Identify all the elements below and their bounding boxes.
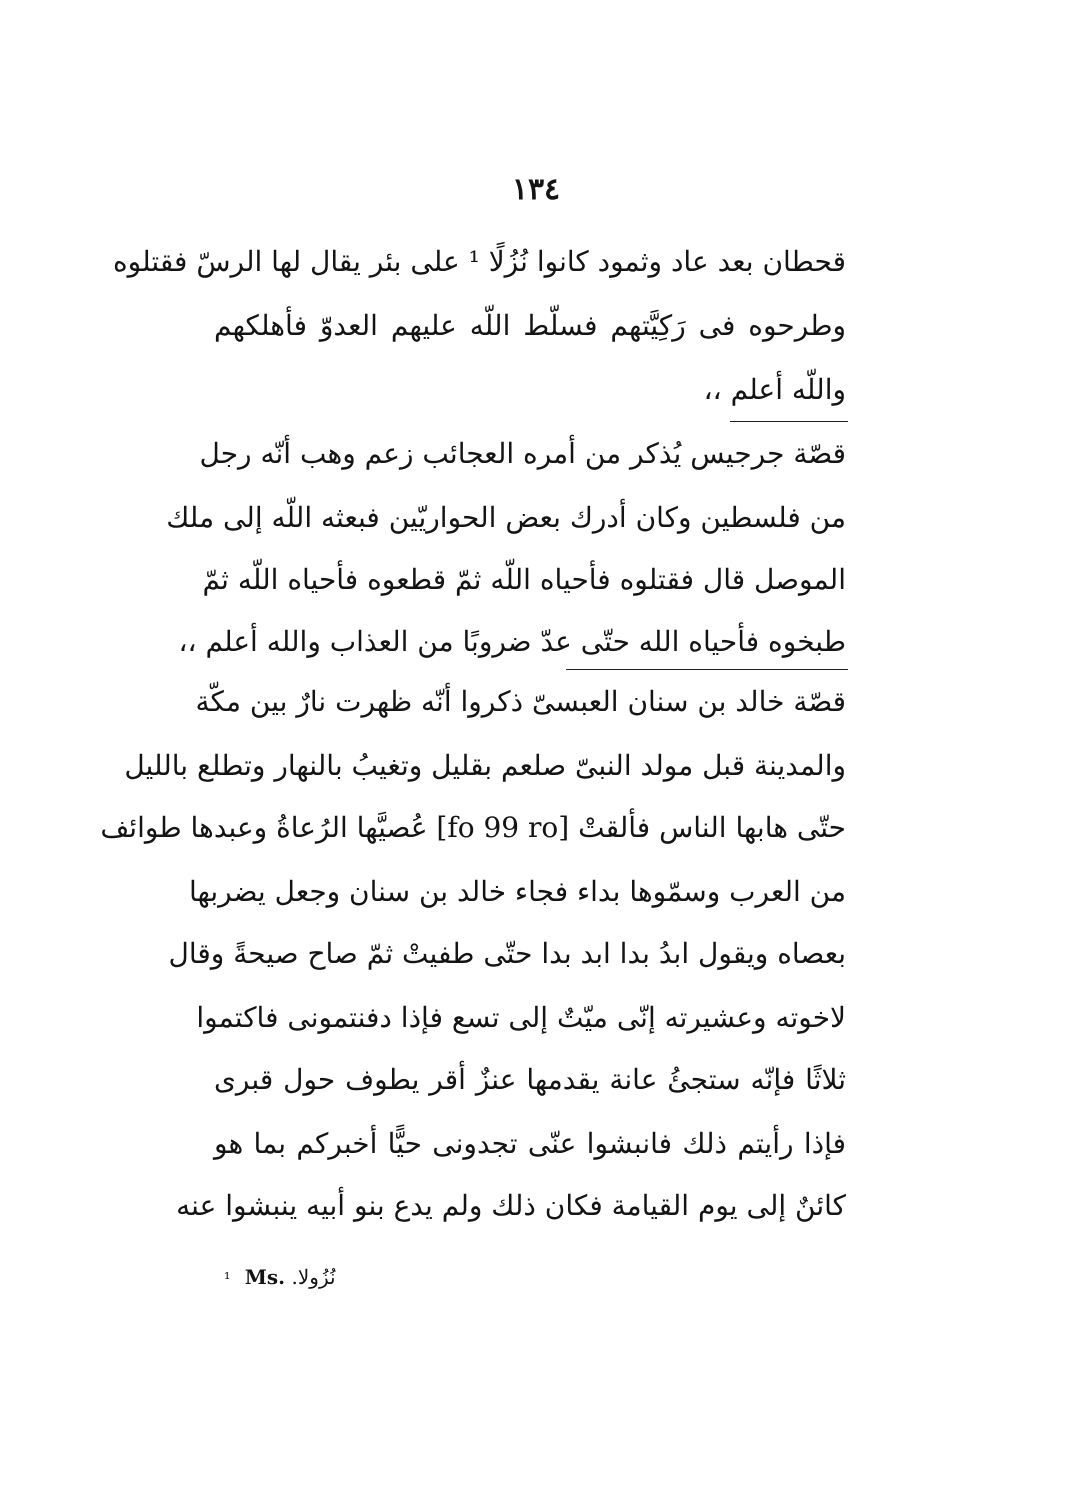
text-line-8: قصّة خالد بن سنان العبسىّ ذكروا أنّه ظهرت نارٌ بين مكّة — [195, 685, 846, 718]
text-line-10: حتّى هابها الناس فألقتْ [fo 99 ro] عُصيَّها الرُعاةُ وعبدها طوائف — [100, 811, 846, 844]
text-line-3: واللّه أعلم ،، — [703, 373, 846, 406]
footnote-label: Ms. — [244, 1265, 286, 1289]
text-line-2: وطرحوه فى رَكِيَّتهم فسلّط اللّه عليهم العدوّ فأهلكهم — [214, 309, 846, 342]
text-line-1: قحطان بعد عاد وثمود كانوا نُزُلًا ¹ على بئر يقال لها الرسّ فقتلوه — [113, 245, 846, 278]
page-number: ١٣٤ — [511, 172, 561, 207]
section-divider — [730, 421, 848, 422]
section-divider — [566, 669, 848, 670]
text-line-11: من العرب وسمّوها بداء فجاء خالد بن سنان وجعل يضربها — [188, 875, 846, 908]
text-line-5: من فلسطين وكان أدرك بعض الحواريّين فبعثه اللّه إلى ملك — [166, 501, 846, 534]
footnote-text: نُزُولا. — [291, 1265, 336, 1289]
text-line-4: قصّة جرجيس يُذكر من أمره العجائب زعم وهب أنّه رجل — [199, 437, 846, 470]
text-line-7: طبخوه فأحياه الله حتّى عدّ ضروبًا من العذاب والله أعلم ،، — [178, 625, 846, 658]
text-line-16: كائنٌ إلى يوم القيامة فكان ذلك ولم يدع بنو أبيه ينبشوا عنه — [176, 1189, 846, 1222]
footnote-marker: ¹ — [224, 1269, 231, 1288]
text-line-9: والمدينة قبل مولد النبىّ صلعم بقليل وتغيبُ بالنهار وتطلع بالليل — [124, 749, 846, 782]
text-line-12: بعصاه ويقول ابدُ بدا ابد بدا حتّى طفيتْ ثمّ صاح صيحةً وقال — [168, 937, 846, 970]
footnote — [224, 1262, 424, 1292]
text-line-13: لاخوته وعشيرته إنّى ميّتٌ إلى تسع فإذا دفنتمونى فاكتموا — [196, 1001, 846, 1034]
text-line-15: فإذا رأيتم ذلك فانبشوا عنّى تجدونى حيًّا أخبركم بما هو — [214, 1127, 846, 1160]
text-line-14: ثلاثًا فإنّه ستجئُ عانة يقدمها عنزٌ أقر يطوف حول قبرى — [214, 1063, 846, 1096]
text-line-6: الموصل قال فقتلوه فأحياه اللّه ثمّ قطعوه فأحياه اللّه ثمّ — [202, 563, 846, 596]
